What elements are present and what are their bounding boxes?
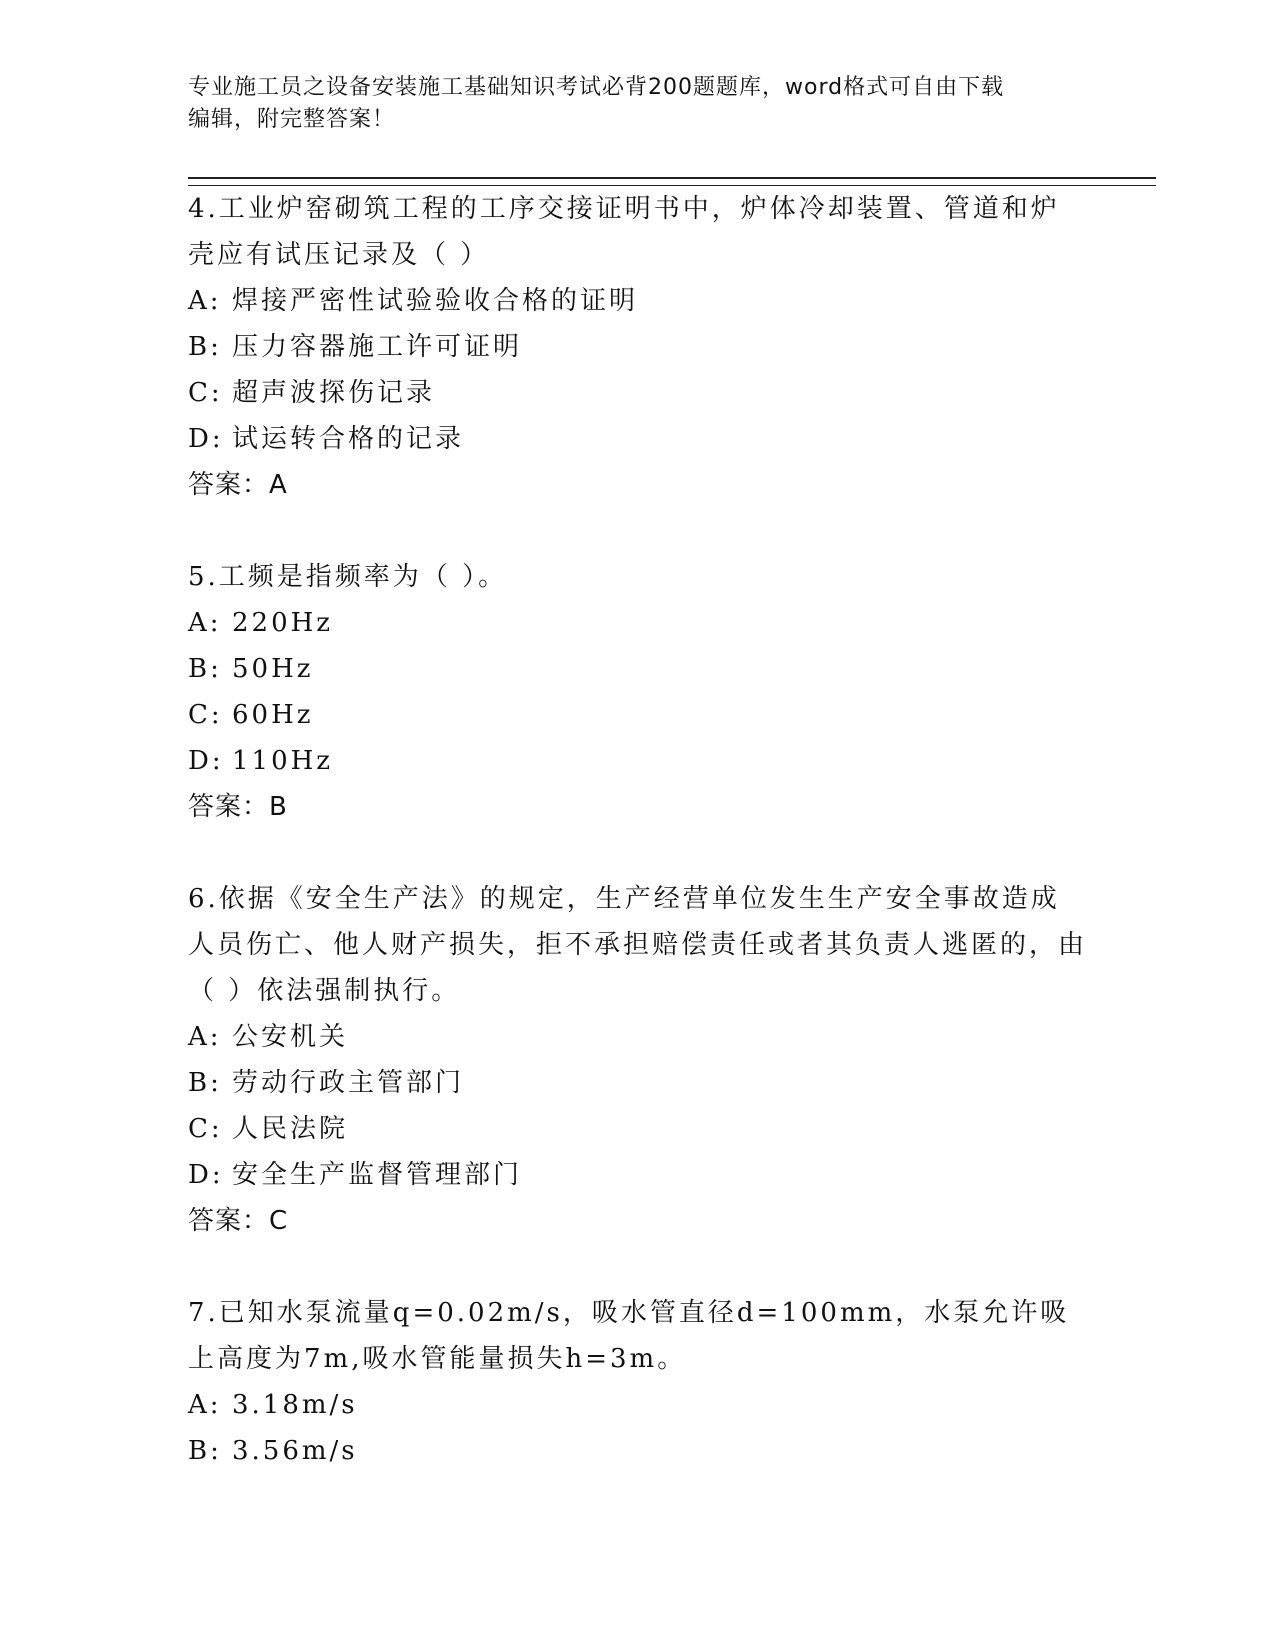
option-b (188, 646, 1088, 692)
option-letter: D: (188, 746, 224, 776)
option-text: 60Hz (232, 700, 314, 730)
option-b (188, 1060, 1088, 1106)
question-4 (188, 186, 1088, 508)
option-text: 安全生产监督管理部门 (232, 1160, 523, 1190)
option-d (188, 416, 1088, 462)
option-text: 3.56m/s (232, 1436, 358, 1466)
option-d (188, 738, 1088, 784)
header-line-2: 编辑，附完整答案！ (188, 107, 396, 132)
option-letter: D: (188, 424, 224, 454)
option-d (188, 1152, 1088, 1198)
question-list (188, 186, 1088, 1520)
question-text: 4.工业炉窑砌筑工程的工序交接证明书中，炉体冷却装置、管道和炉壳应有试压记录及（ ） (188, 194, 1060, 270)
question-6 (188, 876, 1088, 1244)
option-letter: B: (188, 1436, 222, 1466)
question-7 (188, 1290, 1088, 1474)
option-letter: C: (188, 1114, 223, 1144)
option-b (188, 1428, 1088, 1474)
option-text: 50Hz (232, 654, 314, 684)
option-a (188, 1382, 1088, 1428)
answer-line: 答案：A (188, 470, 288, 500)
header-divider (188, 177, 1156, 186)
option-letter: D: (188, 1160, 224, 1190)
option-c (188, 370, 1088, 416)
option-text: 压力容器施工许可证明 (232, 332, 523, 362)
option-letter: A: (188, 286, 222, 316)
option-text: 110Hz (232, 746, 333, 776)
question-5 (188, 554, 1088, 830)
option-letter: C: (188, 700, 223, 730)
option-letter: A: (188, 1390, 222, 1420)
document-header (188, 72, 1068, 136)
option-a (188, 600, 1088, 646)
option-text: 公安机关 (232, 1022, 349, 1052)
question-text: 6.依据《安全生产法》的规定，生产经营单位发生生产安全事故造成人员伤亡、他人财产损失，拒不承担赔偿责任或者其负责人逃匿的，由（ ）依法强制执行。 (188, 884, 1088, 1006)
option-text: 试运转合格的记录 (232, 424, 465, 454)
option-letter: C: (188, 378, 223, 408)
option-letter: A: (188, 1022, 222, 1052)
option-b (188, 324, 1088, 370)
option-a (188, 278, 1088, 324)
option-text: 劳动行政主管部门 (232, 1068, 465, 1098)
option-c (188, 1106, 1088, 1152)
option-letter: A: (188, 608, 222, 638)
option-text: 3.18m/s (232, 1390, 358, 1420)
option-text: 人民法院 (232, 1114, 349, 1144)
option-letter: B: (188, 1068, 222, 1098)
header-line-1: 专业施工员之设备安装施工基础知识考试必背200题题库，word格式可自由下载 (188, 75, 1005, 100)
option-letter: B: (188, 332, 222, 362)
question-text: 5.工频是指频率为（ ）。 (188, 562, 508, 592)
option-c (188, 692, 1088, 738)
question-text: 7.已知水泵流量q=0.02m/s，吸水管直径d=100mm，水泵允许吸上高度为7m,吸水管能量损失h=3m。 (188, 1298, 1070, 1374)
option-a (188, 1014, 1088, 1060)
option-text: 焊接严密性试验验收合格的证明 (232, 286, 639, 316)
answer-line: 答案：B (188, 792, 288, 822)
option-text: 220Hz (232, 608, 333, 638)
option-letter: B: (188, 654, 222, 684)
answer-line: 答案：C (188, 1206, 289, 1236)
option-text: 超声波探伤记录 (232, 378, 436, 408)
